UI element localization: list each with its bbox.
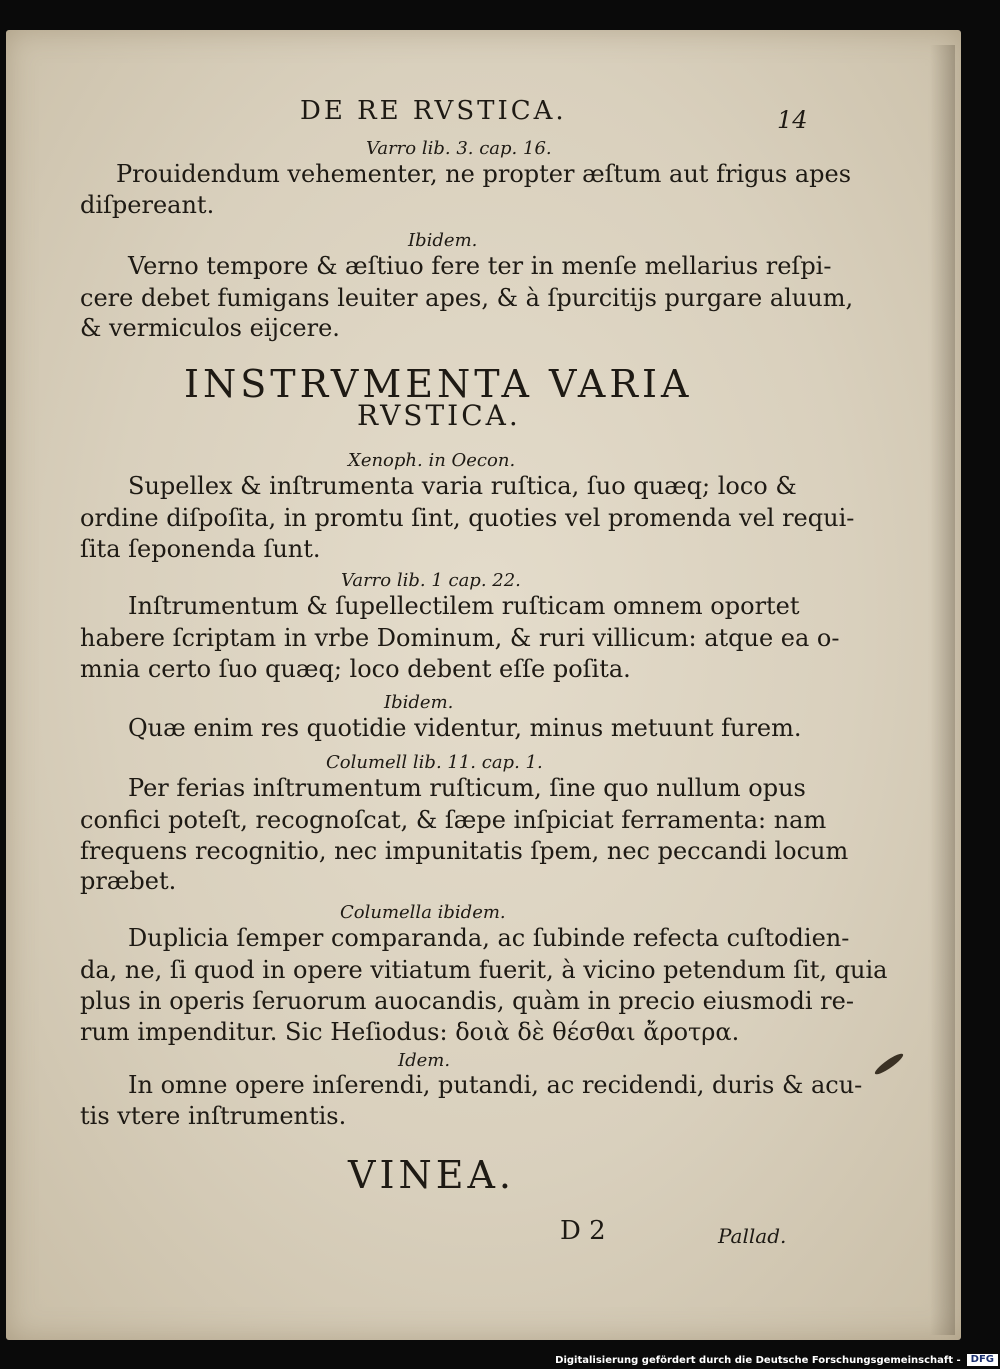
section-heading: RVSTICA. <box>357 399 521 432</box>
text-line: habere ſcriptam in vrbe Dominum, & ruri villicum: atque ea o- <box>80 624 840 652</box>
text-line: & vermiculos eijcere. <box>80 314 340 342</box>
section-heading: INSTRVMENTA VARIA <box>184 362 693 406</box>
text-line: rum impenditur. Sic Heſiodus: δοιὰ δὲ θέσθαι ἄροτρα. <box>80 1018 740 1046</box>
text-line: In omne opere inſerendi, putandi, ac recidendi, duris & acu- <box>128 1071 863 1099</box>
catchword: Pallad. <box>718 1224 787 1248</box>
signature-mark: D 2 <box>560 1216 606 1246</box>
text-line: Per ferias inſtrumentum ruſticum, ſine quo nullum opus <box>128 774 806 802</box>
page-number: 14 <box>777 106 808 134</box>
credit-text: Digitalisierung gefördert durch die Deutsche Forschungsgemeinschaft - <box>555 1354 961 1366</box>
citation: Xenoph. in Oecon. <box>348 450 516 471</box>
text-line: Quæ enim res quotidie videntur, minus metuunt furem. <box>128 714 802 742</box>
text-line: tis vtere inſtrumentis. <box>80 1102 347 1130</box>
text-line: mnia certo ſuo quæq; loco debent eſſe poſita. <box>80 655 631 683</box>
text-line: Prouidendum vehementer, ne propter æſtum aut frigus apes <box>116 160 852 188</box>
text-line: plus in operis ſeruorum auocandis, quàm in precio eiusmodi re- <box>80 987 854 1015</box>
text-line: ſita ſeponenda ſunt. <box>80 535 321 563</box>
text-line: ordine diſpoſita, in promtu ſint, quoties vel promenda vel requi- <box>80 504 855 532</box>
dfg-logo-icon: DFG <box>967 1354 998 1366</box>
citation: Ibidem. <box>384 692 454 713</box>
section-heading: VINEA. <box>348 1153 515 1197</box>
text-line: confici poteſt, recognoſcat, & ſæpe inſpiciat ferramenta: nam <box>80 806 827 834</box>
citation: Ibidem. <box>408 230 478 251</box>
citation: Columell lib. 11. cap. 1. <box>326 752 543 773</box>
text-line: præbet. <box>80 867 177 895</box>
citation: Idem. <box>398 1050 451 1071</box>
running-head: DE RE RVSTICA. <box>300 96 567 126</box>
text-line: frequens recognitio, nec impunitatis ſpem, nec peccandi locum <box>80 837 849 865</box>
text-line: da, ne, ſi quod in opere vitiatum fuerit, à vicino petendum ſit, quia <box>80 956 888 984</box>
text-line: Verno tempore & æſtiuo fere ter in menſe mellarius reſpi- <box>128 252 832 280</box>
citation: Varro lib. 1 cap. 22. <box>341 570 521 591</box>
text-line: Inſtrumentum & ſupellectilem ruſticam omnem oportet <box>128 592 800 620</box>
citation: Columella ibidem. <box>340 902 506 923</box>
digitization-credit <box>400 1351 1000 1369</box>
text-line: Supellex & inſtrumenta varia ruſtica, ſuo quæq; loco & <box>128 472 797 500</box>
citation: Varro lib. 3. cap. 16. <box>366 138 552 159</box>
text-line: diſpereant. <box>80 191 215 219</box>
text-line: Duplicia ſemper comparanda, ac ſubinde refecta cuſtodien- <box>128 924 850 952</box>
text-line: cere debet fumigans leuiter apes, & à ſpurcitijs purgare aluum, <box>80 284 854 312</box>
